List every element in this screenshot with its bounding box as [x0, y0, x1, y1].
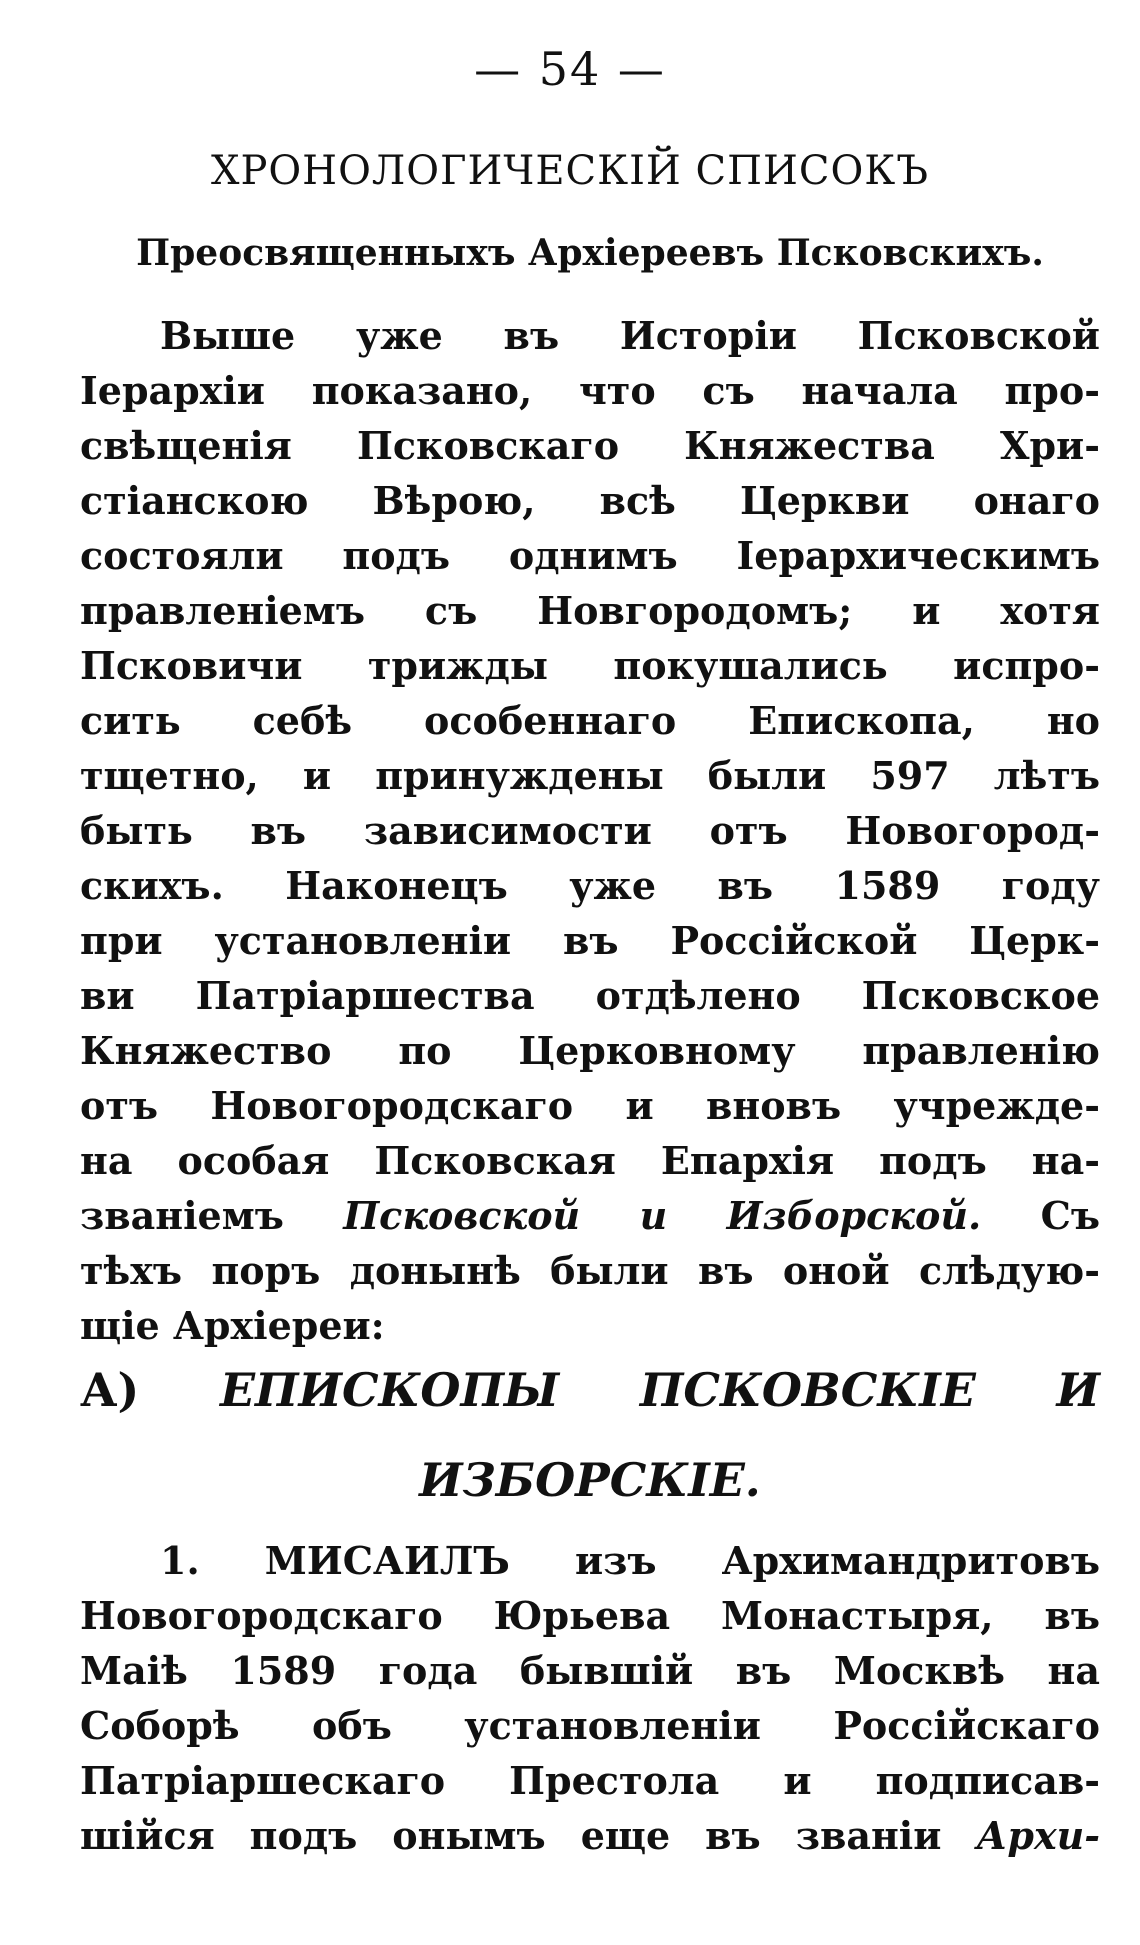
text-line: при установленіи въ Россійской Церк- — [80, 918, 1100, 963]
text-segment: званіемъ — [80, 1193, 284, 1238]
text-segment: Съ — [1040, 1193, 1100, 1238]
page-subtitle: Преосвященныхъ Архіереевъ Псковскихъ. — [136, 232, 1044, 274]
text-line: Псковичи трижды покушались испро- — [80, 643, 1100, 688]
text-segment: шійся подъ онымъ еще въ званіи — [80, 1813, 942, 1858]
text-line: Выше уже въ Исторіи Псковской — [160, 313, 1100, 358]
italic-diocese-name: Псковской и Изборской. — [343, 1193, 982, 1238]
text-line-mixed — [80, 1188, 1100, 1243]
text-line: правленіемъ съ Новгородомъ; и хотя — [80, 588, 1100, 633]
text-line: Патріаршескаго Престола и подписав- — [80, 1758, 1100, 1803]
intro-paragraph — [80, 308, 1100, 1353]
section-heading-line1: ЕПИСКОПЫ ПСКОВСКІЕ И — [219, 1363, 1100, 1417]
text-line: на особая Псковская Епархія подъ на- — [80, 1138, 1100, 1183]
section-heading — [80, 1363, 1100, 1417]
text-line: 1. МИСАИЛЪ изъ Архимандритовъ — [160, 1538, 1100, 1583]
text-line: тѣхъ поръ донынѣ были въ оной слѣдую- — [80, 1248, 1100, 1293]
section-heading-line2: ИЗБОРСКІЕ. — [419, 1453, 761, 1507]
text-line: Новогородскаго Юрьева Монастыря, въ — [80, 1593, 1100, 1638]
text-line: сить себѣ особеннаго Епископа, но — [80, 698, 1100, 743]
page-title: ХРОНОЛОГИЧЕСКІЙ СПИСОКЪ — [211, 148, 929, 194]
page-number: — 54 — — [474, 42, 666, 96]
text-line: состояли подъ однимъ Іерархическимъ — [80, 533, 1100, 578]
text-line: ви Патріаршества отдѣлено Псковское — [80, 973, 1100, 1018]
text-line: Маіѣ 1589 года бывшій въ Москвѣ на — [80, 1648, 1100, 1693]
text-line: Соборѣ объ установленіи Россійскаго — [80, 1703, 1100, 1748]
text-line: Княжество по Церковному правленію — [80, 1028, 1100, 1073]
text-line: щіе Архіереи: — [80, 1303, 385, 1348]
text-line: отъ Новогородскаго и вновъ учрежде- — [80, 1083, 1100, 1128]
text-line: свѣщенія Псковскаго Княжества Хри- — [80, 423, 1100, 468]
text-line: быть въ зависимости отъ Новогород- — [80, 808, 1100, 853]
text-line: Іерархіи показано, что съ начала про- — [80, 368, 1100, 413]
text-line: скихъ. Наконецъ уже въ 1589 году — [80, 863, 1100, 908]
bishop-entry — [80, 1533, 1100, 1863]
italic-segment: Архи- — [976, 1813, 1100, 1858]
section-prefix: А) — [80, 1363, 140, 1417]
text-line-mixed — [80, 1808, 1100, 1863]
text-line: стіанскою Вѣрою, всѣ Церкви онаго — [80, 478, 1100, 523]
text-line: тщетно, и принуждены были 597 лѣтъ — [80, 753, 1100, 798]
